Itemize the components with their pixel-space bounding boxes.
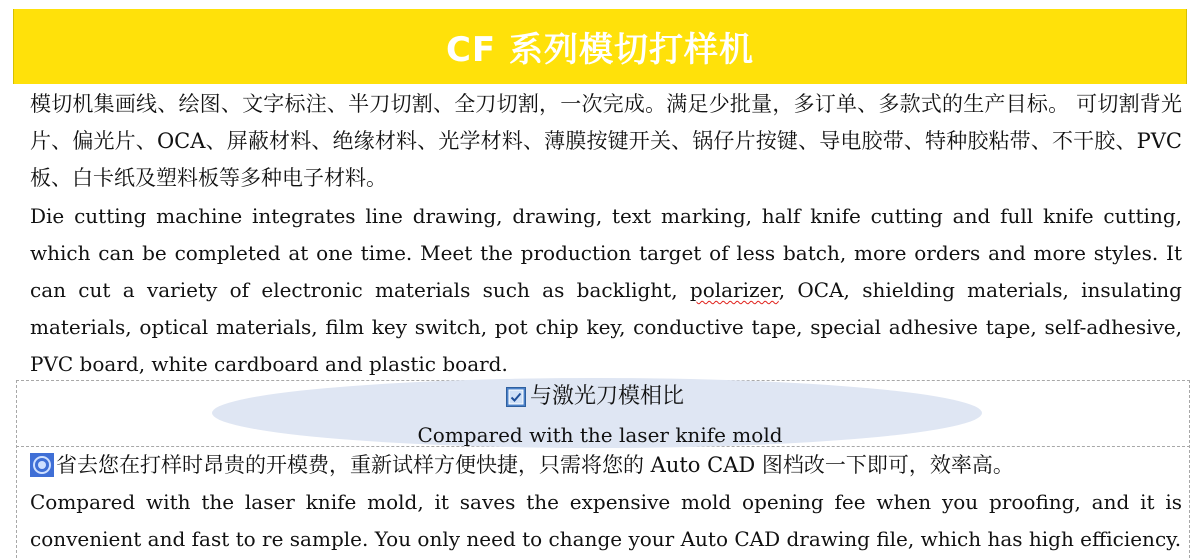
- checkbox-icon: [506, 387, 526, 407]
- target-bullet-icon: [30, 453, 54, 477]
- comparison-heading-en: Compared with the laser knife mold: [417, 423, 783, 447]
- advantage-paragraph-en: [30, 484, 1182, 558]
- advantage-en-line-2: convenient and fast to re sample. You only need to change your Auto CAD drawing file, which has high efficiency.: [30, 527, 1182, 551]
- spellcheck-flagged-word: polarizer: [689, 278, 779, 302]
- comparison-heading-zh: 与激光刀模相比: [530, 384, 685, 409]
- intro-en-text-start: Die cutting machine integrates line drawing, drawing, text marking, half knife cutting and full knife cutting, which can be completed at one time. Meet the production target of less batch, more orders and more styles. It can cut a variety of electronic materials such as backlight,: [30, 204, 1182, 302]
- comparison-heading-zh-row: [506, 382, 684, 412]
- intro-en-text-end: , OCA, shielding materials, insulating materials, optical materials, film key switch, pot chip key, conductive tape, special adhesive tape, self-adhesive, PVC board, white cardboard and plastic board.: [30, 278, 1182, 376]
- title-banner: [13, 9, 1187, 84]
- intro-paragraph-en: [30, 198, 1182, 383]
- page-title: CF 系列模切打样机: [445, 30, 754, 70]
- intro-paragraph-zh: 模切机集画线、绘图、文字标注、半刀切割、全刀切割，一次完成。满足少批量，多订单、多款式的生产目标。 可切割背光片、偏光片、OCA、屏蔽材料、绝缘材料、光学材料、薄膜按键开关、锅仔片按键、导电胶带、特种胶粘带、不干胶、PVC 板、白卡纸及塑料板等多种电子材料。: [30, 92, 1182, 190]
- advantage-text-zh: 省去您在打样时昂贵的开模费，重新试样方便快捷，只需将您的 Auto CAD 图档改一下即可，效率高。: [56, 453, 1014, 477]
- advantage-en-line-1: Compared with the laser knife mold, it saves the expensive mold opening fee when you proofing, and it is: [30, 490, 1182, 514]
- advantage-paragraph-zh-row: [30, 449, 1190, 481]
